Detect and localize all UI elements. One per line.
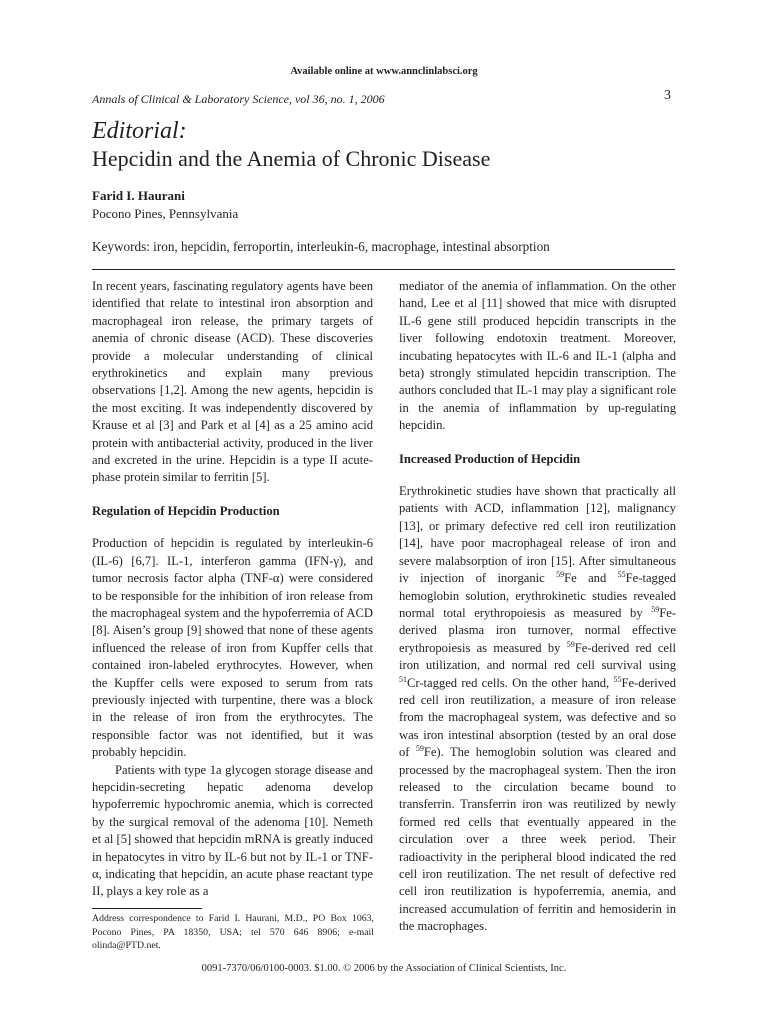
- text-run: Erythrokinetic studies have shown that practically all patients with ACD, inflammation [12], malignancy [13], or primary defective red cell iron reutilization [14], have poor macrophageal release of iron and severe malabsorption of iron [15]. After simultaneous iv injection of inorganic: [399, 484, 676, 586]
- section-heading-regulation: Regulation of Hepcidin Production: [92, 503, 280, 518]
- footnote-divider: [92, 908, 202, 909]
- isotope-superscript: 59: [566, 639, 575, 649]
- text-run: Fe). The hemoglobin solution was cleared and processed by the macrophageal system. Then the iron released to the circulation became bound to transferrin. Transferrin iron was reutilized by newly formed red cells that eventually appeared in the circulation over a three week period. Their radioactivity in the peripheral blood indicated the red cell iron reutilization. The net result of defective red cell iron reutilization is hypoferremia, anemia, and increased accumulation of ferritin and hemosiderin in the macrophages.: [399, 745, 676, 934]
- author-affiliation: Pocono Pines, Pennsylvania: [92, 206, 239, 221]
- text-run: Fe-derived red cell iron reutilization, a measure of iron release from the macrophageal system, was defective and so was iron intestinal absorption (tested by an oral dose of: [399, 675, 676, 760]
- glycogen-paragraph: Patients with type 1a glycogen storage disease and hepcidin-secreting hepatic adenoma develop hypoferremic hypochromic anemia, which is corrected by the surgical removal of the adenoma [10]. Nemeth et al [5] showed that hepcidin mRNA is greatly induced in hepatocytes in vitro by IL-6 but not by IL-1 or TNF-α, indicating that hepcidin, an acute phase reactant type II, plays a key role as a: [92, 762, 373, 899]
- intro-paragraph: In recent years, fascinating regulatory agents have been identified that relate to intestinal iron absorption and macrophageal iron release, the primary targets of anemia of chronic disease (ACD). These discoveries provide a molecular understanding of clinical erythrokinetics and explain many previous observations [1,2]. Among the new agents, hepcidin is the most exciting. It was independently discovered by Krause et al [3] and Park et al [4] as a 25 amino acid protein with antibacterial activity, produced in the liver and excreted in the urine. Hepcidin is a type II acute-phase protein similar to ferritin [5].: [92, 279, 373, 485]
- erythrokinetic-paragraph: [399, 483, 676, 936]
- isotope-superscript: 59: [415, 744, 424, 754]
- isotope-superscript: 55: [617, 570, 626, 580]
- inflammation-paragraph: mediator of the anemia of inflammation. On the other hand, Lee et al [11] showed that mice with disrupted IL-6 gene still produced hepcidin transcripts in the liver following endotoxin treatment. Moreover, incubating hepatocytes with IL-6 and IL-1 (alpha and beta) strongly stimulated hepcidin transcription. The authors concluded that IL-1 may play a significant role in the anemia of inflammation by up-regulating hepcidin.: [399, 279, 676, 433]
- isotope-superscript: 59: [651, 604, 660, 614]
- journal-citation: Annals of Clinical & Laboratory Science, vol 36, no. 1, 2006: [92, 92, 385, 106]
- header-divider: [92, 269, 675, 270]
- author-name: Farid I. Haurani: [92, 188, 185, 203]
- section-heading-increased-production: Increased Production of Hepcidin: [399, 451, 581, 466]
- isotope-superscript: 59: [556, 570, 565, 580]
- copyright-line: 0091-7370/06/0100-0003. $1.00. © 2006 by the Association of Clinical Scientists, Inc.: [201, 963, 567, 974]
- text-run: Fe-derived plasma iron turnover, normal effective erythropoiesis as measured by: [399, 605, 676, 655]
- available-online-notice: Available online at www.annclinlabsci.org: [290, 66, 478, 77]
- article-label: Editorial:: [92, 118, 187, 144]
- text-run: Fe-derived red cell iron utilization, and normal red cell survival using: [399, 640, 676, 673]
- correspondence-footnote: Address correspondence to Farid I. Haurani, M.D., PO Box 1063, Pocono Pines, PA 18350, USA; tel 570 646 8906; e-mail olinda@PTD.net.: [92, 913, 374, 951]
- text-run: Fe-tagged hemoglobin solution, erythrokinetic studies revealed normal total erythropoiesis as measured by: [399, 571, 677, 620]
- isotope-superscript: 55: [613, 674, 622, 684]
- keywords: Keywords: iron, hepcidin, ferroportin, interleukin-6, macrophage, intestinal absorption: [92, 239, 550, 254]
- regulation-paragraph: Production of hepcidin is regulated by interleukin-6 (IL-6) [6,7]. IL-1, interferon gamma (IFN-γ), and tumor necrosis factor alpha (TNF-α) were considered to be responsible for the inhibition of iron release from the macrophageal system and the hypoferremia of ACD [8]. Aisen’s group [9] showed that none of these agents influenced the release of iron from Kupffer cells that contained iron-labeled erythrocytes. However, when the Kupffer cells were exposed to serum from rats previously injected with turpentine, there was a block in the release of iron from the erythrocytes. The responsible factor was not identified, but it was probably hepcidin.: [92, 536, 373, 760]
- left-column: [92, 278, 373, 901]
- isotope-superscript: 51: [399, 674, 407, 684]
- text-run: Fe and: [564, 571, 618, 586]
- right-column: [399, 278, 676, 936]
- article-title: Hepcidin and the Anemia of Chronic Disease: [92, 146, 491, 171]
- text-run: Cr-tagged red cells. On the other hand,: [407, 675, 614, 690]
- page-number: 3: [664, 88, 671, 103]
